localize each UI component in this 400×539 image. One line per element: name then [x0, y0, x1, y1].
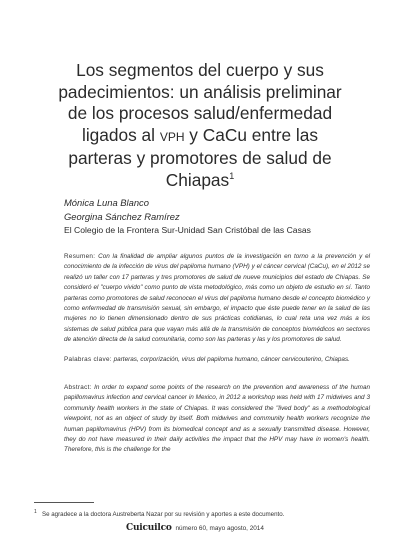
- footnote: [34, 508, 374, 519]
- journal-footer: [126, 524, 386, 533]
- abstract-text: Con la finalidad de ampliar algunos puntos de la investigación en torno a la prevención y el conocimiento de la infección de virus del papiloma humano (VPH) y el cáncer cervical (CaCu), en el 2012 se realizó un taller con 17 parteras y tres promotores de salud de nueve municipios del estado de Chiapas. Se consideró el "cuerpo vivido" como punto de vista metodológico, más como un objeto de estudio en sí. Tanto parteras como promotores de salud reconocen el virus del papiloma humano desde el concepto biomédico y como enfermedad de transmisión sexual, sin embargo, el impacto que éste puede tener en la salud de las mujeres no lo tienen dimensionado dentro de sus prácticas cotidianas, lo cual reta una vez más a los sistemas de salud pública para que vayan más allá de la transmisión de conceptos biomédicos en sectores de atención directa de la salud comunitaria, como son las parteras y las y los promotores de salud.: [64, 253, 371, 344]
- abstract-en-label: Abstract:: [64, 384, 92, 391]
- footnote-text: Se agradece a la doctora Austreberta Nazar por su revisión y aportes a este documento.: [41, 511, 285, 519]
- title-line-text: ligados al: [81, 124, 160, 145]
- author-name: Georgina Sánchez Ramírez: [64, 211, 180, 222]
- author-affiliation: El Colegio de la Frontera Sur-Unidad San Cristóbal de las Casas: [64, 225, 311, 235]
- title-footnote-marker: 1: [229, 170, 235, 181]
- title-line: padecimientos: un análisis preliminar: [58, 81, 342, 102]
- title-vph-acronym: VPH: [159, 129, 185, 144]
- title-line: [48, 170, 352, 192]
- title-line: parteras y promotores de salud de: [68, 148, 332, 168]
- title-line: Los segmentos del cuerpo y sus: [76, 60, 324, 80]
- abstract-label: Resumen:: [64, 253, 96, 260]
- abstract-es: [64, 252, 370, 346]
- keywords: [64, 355, 370, 365]
- title-line: [48, 125, 352, 149]
- title-line-text: Chiapas: [165, 169, 230, 190]
- journal-issue-info: número 60, mayo agosto, 2014: [175, 525, 264, 532]
- title-line: de los procesos salud/enfermedad: [67, 103, 333, 123]
- author-name: Mónica Luna Blanco: [64, 197, 149, 208]
- journal-logo: Cuicuilco: [126, 523, 172, 533]
- author-list: [64, 196, 364, 224]
- article-title: [48, 60, 352, 191]
- title-line-text: y CaCu entre las: [184, 124, 319, 145]
- abstract-en: [64, 383, 370, 456]
- keywords-text: parteras, corporización, virus del papiloma humano, cáncer cervicouterino, Chiapas.: [113, 356, 350, 363]
- abstract-en-text: In order to expand some points of the research on the prevention and awareness of the human papillomavirus infection and cervical cancer in Mexico, in 2012 a workshop was held with 17 midwives and 3 community health workers in the state of Chiapas. It was considered the "lived body" as a methodological viewpoint, not as an object of study by itself. Both midwives and community health workers recognize the human papillomavirus (HPV) from its biomedical concept and as a sexually transmitted disease. However, they do not have measured in their daily activities the impact that the HPV may have in women's health. Therefore, this is the challenge for the: [64, 384, 370, 454]
- keywords-label: Palabras clave:: [64, 356, 112, 363]
- footnote-divider: [34, 502, 94, 503]
- footnote-marker: 1: [34, 509, 37, 515]
